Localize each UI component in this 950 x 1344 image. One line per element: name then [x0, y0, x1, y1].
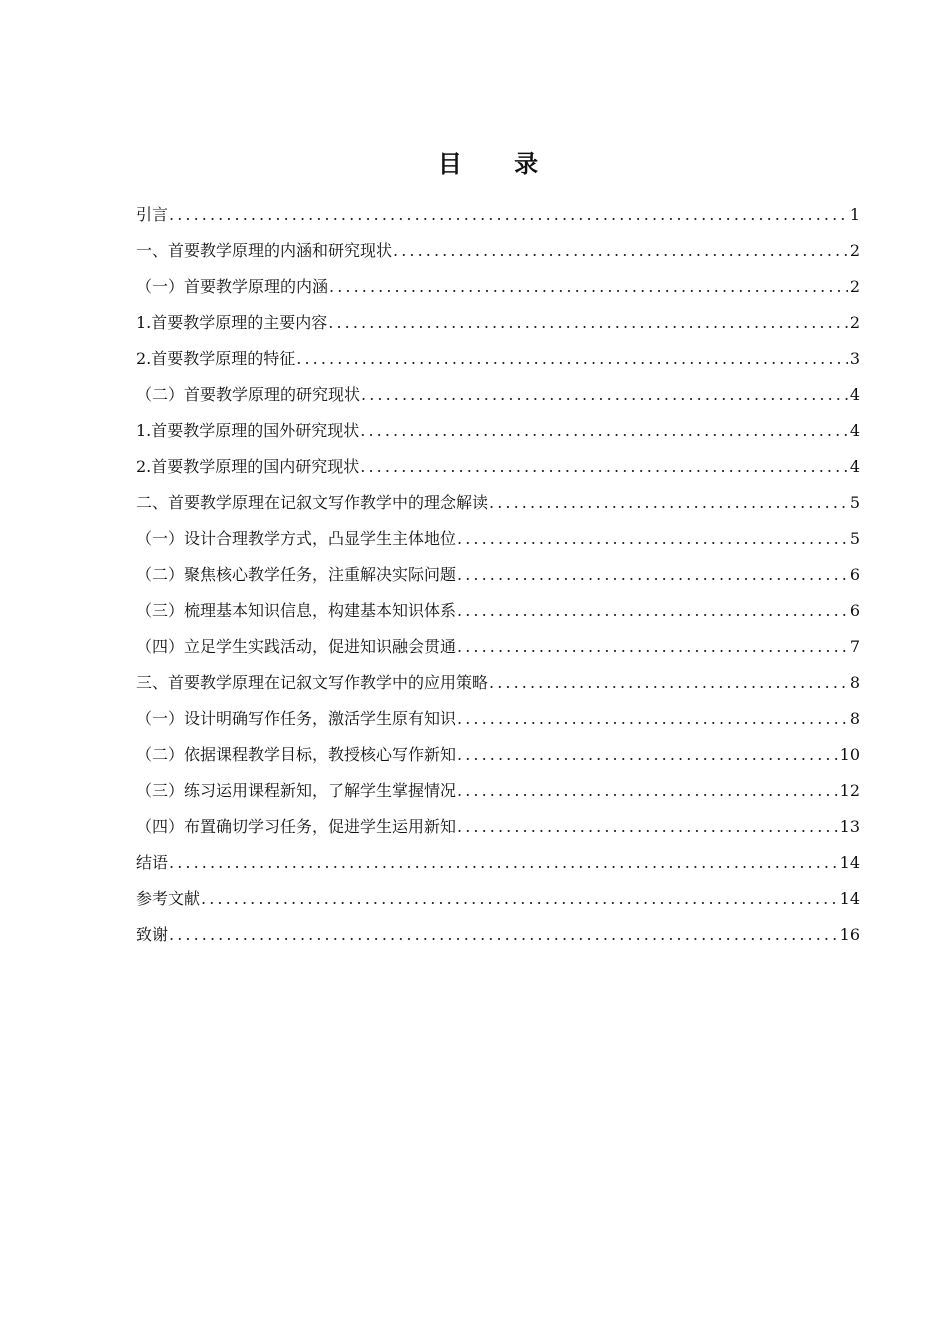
- toc-entry[interactable]: [136, 737, 860, 773]
- toc-dot-leader: [457, 701, 848, 737]
- toc-entry[interactable]: [136, 449, 860, 485]
- toc-dot-leader: [489, 665, 848, 701]
- toc-title: 目 录: [437, 150, 561, 178]
- toc-page-number: 4: [849, 421, 860, 440]
- toc-entry-text: （二）首要教学原理的研究现状: [136, 385, 361, 404]
- toc-entry[interactable]: [136, 557, 860, 593]
- toc-page-number: 12: [839, 781, 860, 800]
- toc-entry[interactable]: [136, 521, 860, 557]
- toc-entry-text: 1.首要教学原理的国外研究现状: [136, 421, 360, 440]
- toc-entry-text: （四）立足学生实践活动，促进知识融会贯通: [136, 637, 457, 656]
- toc-dot-leader: [457, 737, 838, 773]
- toc-entry[interactable]: [136, 197, 860, 233]
- toc-entry[interactable]: [136, 377, 860, 413]
- toc-page-number: 2: [849, 241, 860, 260]
- toc-page-number: 6: [849, 565, 860, 584]
- toc-page-number: 16: [839, 925, 860, 944]
- toc-entry[interactable]: [136, 413, 860, 449]
- toc-entry-text: （三）练习运用课程新知，了解学生掌握情况: [136, 781, 457, 800]
- toc-dot-leader: [329, 269, 848, 305]
- toc-entry[interactable]: [136, 809, 860, 845]
- toc-entry[interactable]: [136, 845, 860, 881]
- toc-entry[interactable]: [136, 665, 860, 701]
- toc-entry-text: 二、首要教学原理在记叙文写作教学中的理念解读: [136, 493, 489, 512]
- toc-dot-leader: [169, 845, 838, 881]
- toc-dot-leader: [489, 485, 848, 521]
- toc-dot-leader: [328, 305, 848, 341]
- toc-dot-leader: [457, 593, 848, 629]
- toc-entry[interactable]: [136, 593, 860, 629]
- toc-page-number: 6: [849, 601, 860, 620]
- toc-entry-text: （一）设计明确写作任务，激活学生原有知识: [136, 709, 457, 728]
- toc-page-number: 7: [849, 637, 860, 656]
- toc-dot-leader: [360, 413, 848, 449]
- toc-dot-leader: [457, 521, 848, 557]
- toc-entry[interactable]: [136, 881, 860, 917]
- toc-entry-text: （二）依据课程教学目标，教授核心写作新知: [136, 745, 457, 764]
- table-of-contents: [136, 197, 860, 953]
- toc-entry[interactable]: [136, 305, 860, 341]
- toc-page-number: 10: [839, 745, 860, 764]
- toc-dot-leader: [457, 629, 848, 665]
- toc-page-number: 4: [849, 457, 860, 476]
- toc-dot-leader: [457, 557, 848, 593]
- toc-entry-text: 一、首要教学原理的内涵和研究现状: [136, 241, 393, 260]
- toc-page-number: 3: [849, 349, 860, 368]
- toc-entry-text: （二）聚焦核心教学任务，注重解决实际问题: [136, 565, 457, 584]
- toc-entry-text: 2.首要教学原理的特征: [136, 349, 296, 368]
- toc-entry-text: 致谢: [136, 925, 169, 944]
- toc-entry[interactable]: [136, 341, 860, 377]
- toc-page-number: 13: [839, 817, 860, 836]
- toc-dot-leader: [457, 773, 838, 809]
- toc-entry-text: 三、首要教学原理在记叙文写作教学中的应用策略: [136, 673, 489, 692]
- toc-entry-text: 参考文献: [136, 889, 201, 908]
- toc-dot-leader: [361, 377, 848, 413]
- toc-entry[interactable]: [136, 629, 860, 665]
- toc-entry[interactable]: [136, 701, 860, 737]
- toc-entry[interactable]: [136, 233, 860, 269]
- toc-dot-leader: [169, 197, 848, 233]
- toc-entry-text: （一）首要教学原理的内涵: [136, 277, 329, 296]
- toc-page-number: 4: [849, 385, 860, 404]
- toc-dot-leader: [393, 233, 848, 269]
- toc-page-number: 8: [849, 709, 860, 728]
- toc-dot-leader: [169, 917, 838, 953]
- toc-dot-leader: [360, 449, 848, 485]
- toc-entry[interactable]: [136, 269, 860, 305]
- toc-page-number: 14: [839, 853, 860, 872]
- toc-entry[interactable]: [136, 917, 860, 953]
- toc-entry-text: 2.首要教学原理的国内研究现状: [136, 457, 360, 476]
- toc-page-number: 8: [849, 673, 860, 692]
- toc-entry-text: 引言: [136, 205, 169, 224]
- toc-page-number: 5: [849, 529, 860, 548]
- toc-page-number: 2: [849, 277, 860, 296]
- toc-page-number: 14: [839, 889, 860, 908]
- toc-entry-text: （三）梳理基本知识信息，构建基本知识体系: [136, 601, 457, 620]
- toc-page-number: 5: [849, 493, 860, 512]
- toc-entry-text: （四）布置确切学习任务，促进学生运用新知: [136, 817, 457, 836]
- toc-entry[interactable]: [136, 485, 860, 521]
- toc-dot-leader: [296, 341, 848, 377]
- toc-entry-text: 1.首要教学原理的主要内容: [136, 313, 328, 332]
- toc-page-number: 1: [849, 205, 860, 224]
- toc-entry-text: 结语: [136, 853, 169, 872]
- toc-entry[interactable]: [136, 773, 860, 809]
- toc-page-number: 2: [849, 313, 860, 332]
- toc-dot-leader: [457, 809, 838, 845]
- toc-entry-text: （一）设计合理教学方式，凸显学生主体地位: [136, 529, 457, 548]
- toc-dot-leader: [201, 881, 838, 917]
